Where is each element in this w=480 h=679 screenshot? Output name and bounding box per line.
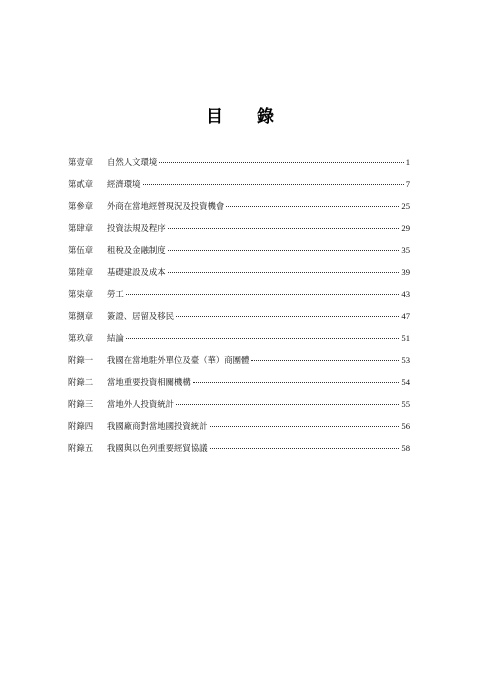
toc-page-number: 58 <box>401 443 410 453</box>
toc-entry-title: 投資法規及程序 <box>107 223 166 233</box>
toc-dot-leader <box>176 404 399 405</box>
toc-dot-leader <box>210 426 400 427</box>
toc-entry[interactable] <box>68 310 410 332</box>
toc-page-number: 56 <box>401 421 410 431</box>
toc-dot-leader <box>126 294 400 295</box>
toc-chapter-label: 第肆章 <box>68 223 94 233</box>
toc-page-number: 29 <box>401 223 410 233</box>
toc-page-number: 47 <box>401 311 410 321</box>
toc-chapter-label: 第玖章 <box>68 333 94 343</box>
toc-entry[interactable] <box>68 156 410 178</box>
toc-chapter-label: 第陸章 <box>68 267 94 277</box>
toc-dot-leader <box>193 382 400 383</box>
toc-entry[interactable] <box>68 442 410 464</box>
toc-page-number: 7 <box>405 179 410 189</box>
toc-entry[interactable] <box>68 222 410 244</box>
toc-entry[interactable] <box>68 376 410 398</box>
toc-title: 目 錄 <box>206 107 288 127</box>
toc-dot-leader <box>168 228 400 229</box>
toc-page-number: 25 <box>401 201 410 211</box>
toc-page-number: 35 <box>401 245 410 255</box>
toc-dot-leader <box>168 250 400 251</box>
toc-page-number: 55 <box>401 399 410 409</box>
toc-dot-leader <box>168 272 400 273</box>
toc-chapter-label: 附錄二 <box>68 377 94 387</box>
toc-page-number: 43 <box>401 289 410 299</box>
toc-entry[interactable] <box>68 420 410 442</box>
toc-page-number: 51 <box>401 333 410 343</box>
toc-entry-title: 我國在當地駐外單位及臺（華）商團體 <box>107 355 250 365</box>
toc-entry-title: 租稅及金融制度 <box>107 245 166 255</box>
toc-entry-title: 經濟環境 <box>107 179 141 189</box>
toc-dot-leader <box>210 448 400 449</box>
toc-chapter-label: 附錄四 <box>68 421 94 431</box>
toc-list <box>68 156 410 464</box>
toc-entry-title: 我國廠商對當地國投資統計 <box>107 421 208 431</box>
toc-entry-title: 當地外人投資統計 <box>107 399 174 409</box>
toc-page-number: 53 <box>401 355 410 365</box>
toc-chapter-label: 第貳章 <box>68 179 94 189</box>
toc-dot-leader <box>176 316 399 317</box>
toc-entry[interactable] <box>68 266 410 288</box>
toc-dot-leader <box>143 184 404 185</box>
toc-chapter-label: 附錄三 <box>68 399 94 409</box>
toc-chapter-label: 附錄五 <box>68 443 94 453</box>
toc-entry-title: 結論 <box>107 333 124 343</box>
toc-entry[interactable] <box>68 244 410 266</box>
toc-chapter-label: 第壹章 <box>68 157 94 167</box>
toc-entry[interactable] <box>68 354 410 376</box>
toc-entry[interactable] <box>68 398 410 420</box>
toc-page-number: 1 <box>405 157 410 167</box>
toc-dot-leader <box>226 206 399 207</box>
toc-entry-title: 基礎建設及成本 <box>107 267 166 277</box>
toc-page-number: 54 <box>401 377 410 387</box>
toc-chapter-label: 第伍章 <box>68 245 94 255</box>
toc-entry-title: 簽證、居留及移民 <box>107 311 174 321</box>
toc-entry-title: 我國與以色列重要經貿協議 <box>107 443 208 453</box>
toc-chapter-label: 第捌章 <box>68 311 94 321</box>
toc-chapter-label: 第參章 <box>68 201 94 211</box>
toc-page-number: 39 <box>401 267 410 277</box>
toc-dot-leader <box>251 360 399 361</box>
toc-entry-title: 當地重要投資相關機構 <box>107 377 191 387</box>
toc-entry[interactable] <box>68 178 410 200</box>
toc-entry[interactable] <box>68 332 410 354</box>
toc-chapter-label: 附錄一 <box>68 355 94 365</box>
toc-entry-title: 自然人文環境 <box>107 157 158 167</box>
toc-entry[interactable] <box>68 288 410 310</box>
toc-entry-title: 勞工 <box>107 289 124 299</box>
toc-dot-leader <box>159 162 403 163</box>
toc-chapter-label: 第柒章 <box>68 289 94 299</box>
toc-entry[interactable] <box>68 200 410 222</box>
toc-entry-title: 外商在當地經營現況及投資機會 <box>107 201 225 211</box>
toc-dot-leader <box>126 338 400 339</box>
